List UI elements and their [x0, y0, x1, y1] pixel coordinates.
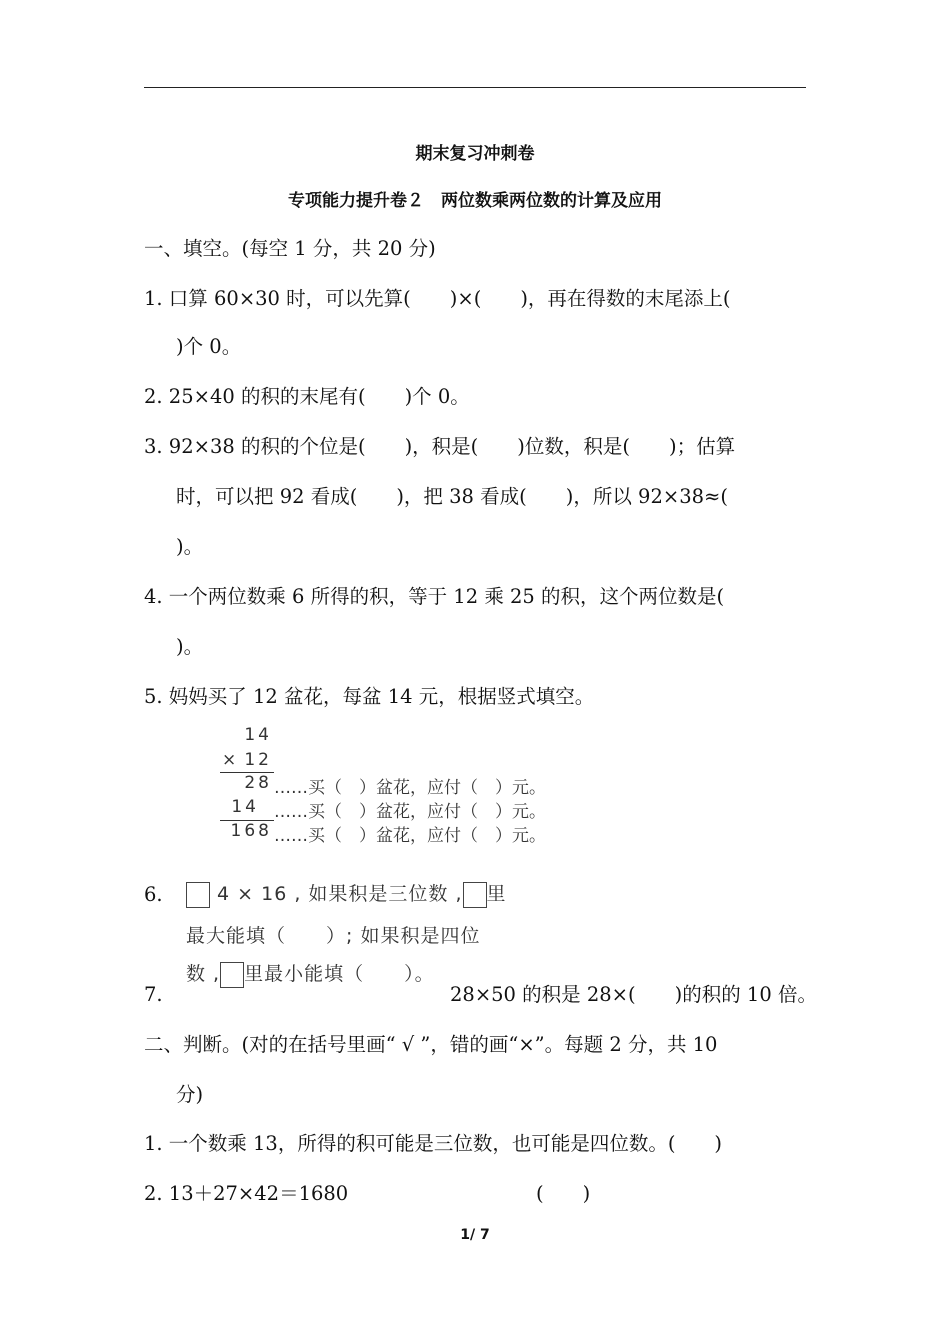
section2-heading-line2: 分)	[176, 1083, 204, 1106]
judge-question-1: 1. 一个数乘 13，所得的积可能是三位数，也可能是四位数。( )	[144, 1132, 723, 1155]
question-6-line3	[186, 959, 435, 988]
blank-box-ref-2	[220, 962, 244, 988]
page-subtitle: 专项能力提升卷２ 两位数乘两位数的计算及应用	[288, 191, 662, 211]
question-6-text-d: 里最小能填（ ）。	[244, 963, 435, 985]
question-5: 5. 妈妈买了 12 盆花，每盆 14 元，根据竖式填空。	[144, 685, 595, 708]
question-6-text-b: 里	[486, 883, 507, 905]
question-3-line2: 时，可以把 92 看成( )，把 38 看成( )，所以 92×38≈(	[176, 485, 728, 508]
page-number: 1/ 7	[460, 1227, 490, 1243]
question-7-text: 28×50 的积是 28×( )的积的 10 倍。	[450, 983, 817, 1006]
calc-partial-1: 28	[244, 773, 272, 793]
section1-heading: 一、填空。(每空 1 分，共 20 分)	[144, 237, 436, 260]
calc-partial-2: 14	[231, 797, 259, 817]
question-2: 2. 25×40 的积的末尾有( )个 0。	[144, 385, 470, 408]
section2-heading-line1: 二、判断。(对的在括号里画“ √ ”，错的画“×”。每题 2 分，共 10	[144, 1033, 718, 1056]
question-6-line2: 最大能填（ ）; 如果积是四位	[186, 925, 481, 947]
question-6-number: 6.	[144, 883, 163, 906]
question-3-line3: )。	[176, 535, 204, 558]
question-7-number: 7.	[144, 983, 163, 1006]
question-1-line2: )个 0。	[176, 335, 242, 358]
calc-note-2: ……买（ ）盆花，应付（ ）元。	[274, 802, 546, 822]
question-4-line2: )。	[176, 635, 204, 658]
blank-box[interactable]	[186, 882, 210, 908]
question-3-line1: 3. 92×38 的积的个位是( )，积是( )位数，积是( )；估算	[144, 435, 736, 458]
blank-box-ref	[463, 882, 487, 908]
calc-multiply-sign: ×	[222, 750, 237, 770]
page-title: 期末复习冲刺卷	[415, 144, 535, 164]
calc-note-1: ……买（ ）盆花，应付（ ）元。	[274, 778, 546, 798]
calc-top-number: 14	[244, 725, 272, 745]
question-6-text-a: 4 × 16 , 如果积是三位数 ,	[217, 883, 463, 905]
question-6-line1	[186, 879, 507, 908]
calc-result: 168	[230, 821, 272, 841]
judge-question-2: 2. 13＋27×42＝1680	[144, 1182, 349, 1205]
judge-question-2-answer: ( )	[536, 1182, 591, 1205]
calc-note-3: ……买（ ）盆花，应付（ ）元。	[274, 826, 546, 846]
calc-multiplier: 12	[244, 750, 272, 770]
header-rule	[144, 87, 806, 88]
question-4-line1: 4. 一个两位数乘 6 所得的积，等于 12 乘 25 的积，这个两位数是(	[144, 585, 725, 608]
question-6-text-c: 数 ,	[186, 963, 221, 985]
question-1-line1: 1. 口算 60×30 时，可以先算( )×( )，再在得数的末尾添上(	[144, 287, 731, 310]
